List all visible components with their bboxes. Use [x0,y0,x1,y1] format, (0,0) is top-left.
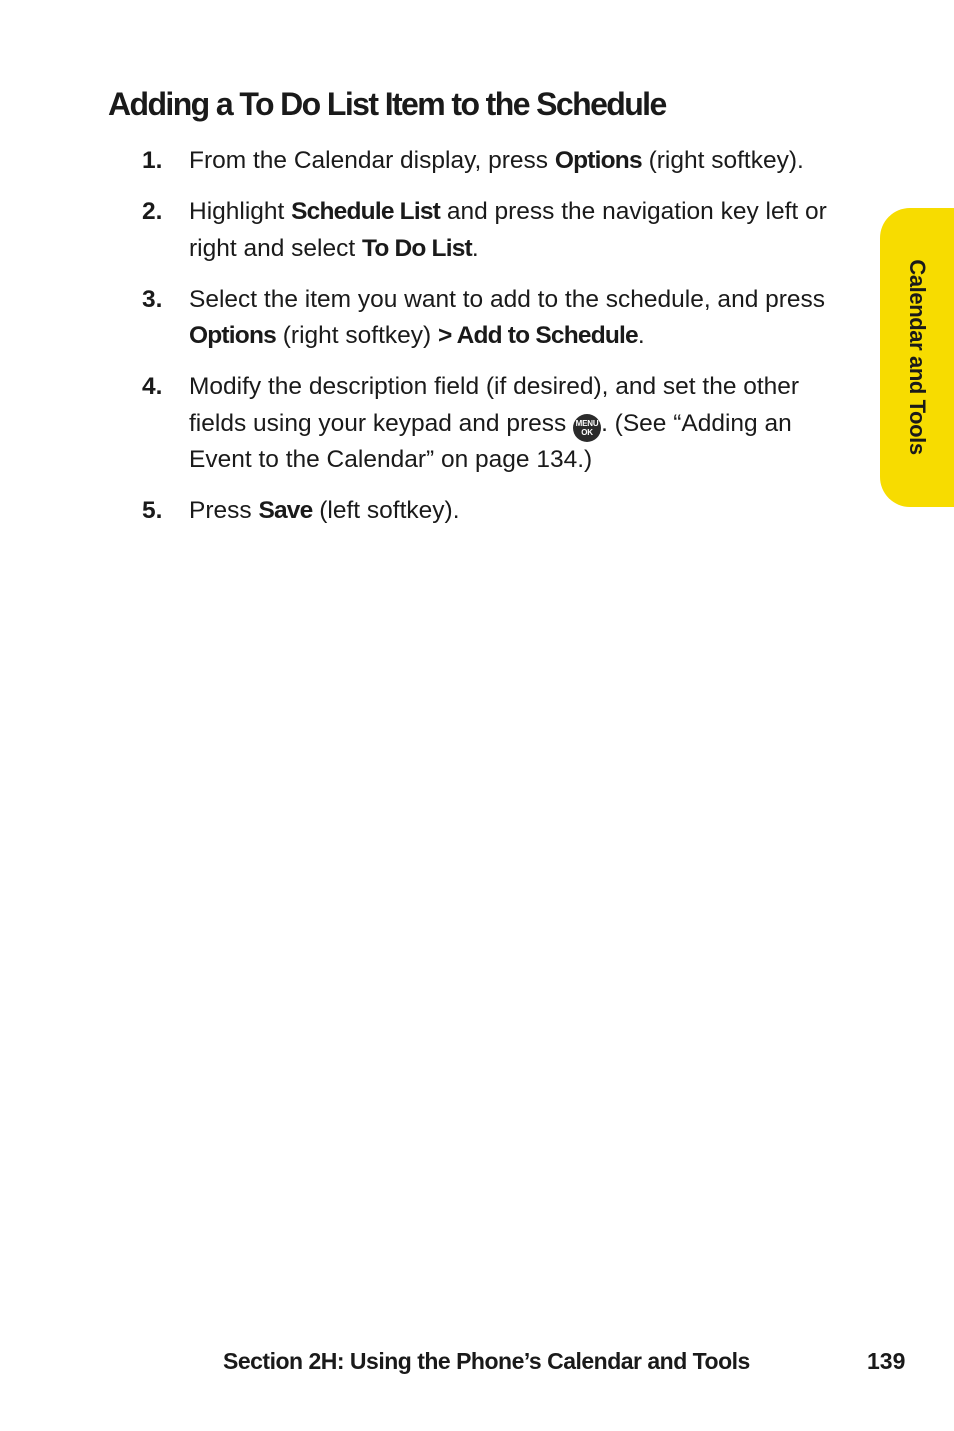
step-item [142,493,854,530]
step-text [189,282,854,355]
step-number: 5. [142,497,163,524]
step-text-run: (right softkey). [641,147,804,174]
footer-page-number: 139 [867,1348,906,1374]
step-text-run: . (See “Adding an Event to the Calendar” on page 134.) [189,409,792,473]
step-item [142,369,854,479]
options-key-label: Options [189,322,276,349]
step-text [189,369,854,479]
step-list [142,143,854,544]
step-text-run: . [471,234,479,262]
options-key-label: Options [554,147,642,174]
step-text [189,194,854,267]
step-item [142,282,854,355]
to-do-list-label: To Do List [361,234,472,262]
step-text-run: (left softkey). [312,497,460,524]
step-text-run: Modify the description field (if desired), and set the other fields using your keypad and press [189,373,800,437]
step-text-run: . [637,322,645,349]
step-number: 1. [142,147,163,174]
step-text-run: Select the item you want to add to the schedule, and press [189,285,826,313]
menu-ok-icon-line: OK [581,427,593,437]
schedule-list-label: Schedule List [291,198,441,225]
step-item [142,194,854,267]
add-to-schedule-label: > Add to Schedule [437,322,638,349]
menu-ok-icon [573,414,601,442]
step-text-run: Highlight [189,198,292,225]
step-text-run: (right softkey) [275,322,438,349]
step-text [189,493,854,530]
save-key-label: Save [258,497,313,524]
page-heading: Adding a To Do List Item to the Schedule [108,86,666,122]
step-number: 4. [142,373,163,400]
step-text-run: From the Calendar display, press [189,147,555,174]
footer-section-title: Section 2H: Using the Phone’s Calendar and Tools [223,1348,750,1374]
step-text-run: Press [189,497,259,524]
step-item [142,143,854,180]
step-number: 3. [142,285,163,313]
step-text-run: and press the navigation key left or right and select [189,198,827,262]
chapter-side-tab-label: Calendar and Tools [905,259,930,455]
step-number: 2. [142,198,163,225]
step-text [189,143,854,180]
menu-ok-icon-line: MENU [575,418,599,428]
